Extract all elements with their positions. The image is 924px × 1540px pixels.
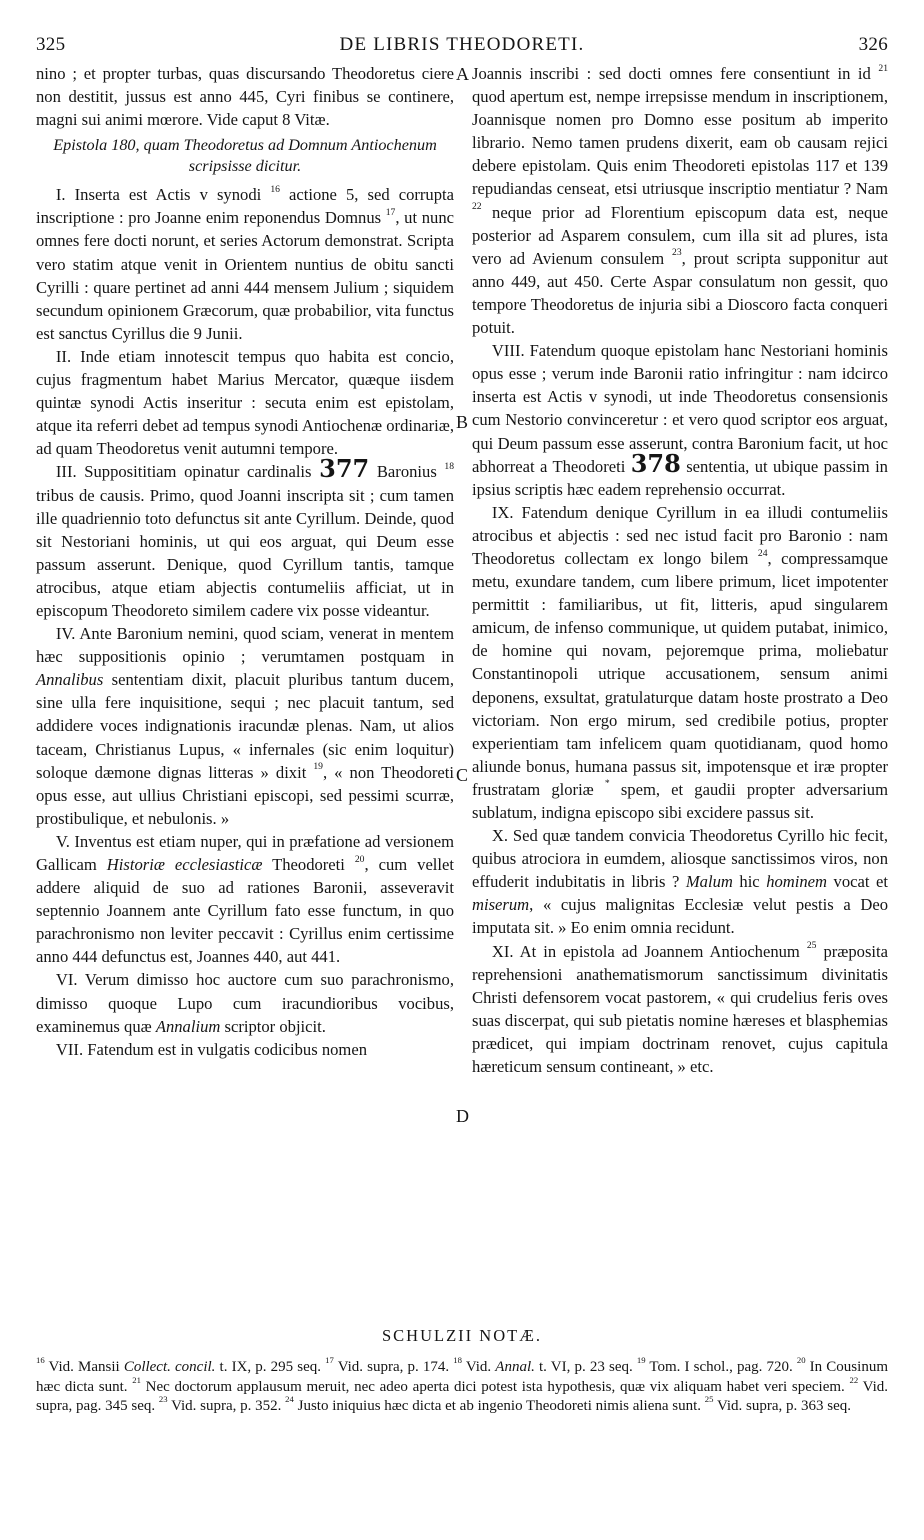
footnote-ref-22[interactable]: 22	[472, 201, 482, 213]
section-heading: Epistola 180, quam Theodoretus ad Domnum Antiochenum scripsisse dicitur.	[53, 136, 437, 176]
paragraph-v: V. Inventus est etiam nuper, qui in præfatione ad versionem Gallicam Historiæ ecclesiasticæ Theodoreti $^{20}$, cum vellet addere aliquid de suo ad rationes Baronii, asseveravit septennio Joannem ante Cyrillum fato esse functum, in quo parachronismo non leviter peccavit : Cyrillus enim certissime anno 444 defunctus est, Joannes 440, aut 441.	[36, 831, 455, 967]
footnote-24: $^{24}$ Justo iniquius hæc dicta et ab ingenio Theodoreti nimis aliena sunt.	[285, 1394, 705, 1414]
left-page-number: 325	[36, 34, 66, 55]
paragraph-xi: XI. At in epistola ad Joannem Antiochenum $^{25}$ præposita reprehensioni anathematismorum sanctissimum divinitatis Christi defensorem vocat pastorem, « qui crudelius feris oves suas discerpat, qui sub pietatis nomine hæreses et blasphemias prædicet, qui impiam doctrinam renovet, cujus capitula hæreticum sensum contineant, » etc.	[472, 940, 889, 1077]
footnote-17: $^{17}$ Vid. supra, p. 174.	[325, 1355, 454, 1375]
column-number-left: 377	[319, 454, 370, 484]
footnote-ref-17[interactable]: 17	[385, 206, 396, 218]
footnote-19: $^{19}$ Tom. I schol., pag. 720.	[636, 1355, 797, 1375]
right-column	[472, 62, 888, 1078]
footnote-23: $^{23}$ Vid. supra, p. 352.	[158, 1394, 286, 1414]
column-number-right: 378	[630, 448, 681, 478]
notes-title: SCHULZII NOTÆ.	[382, 1326, 542, 1345]
footnote-16: $^{16}$ Vid. Mansii Collect. concil. t. IX, p. 295 seq.	[36, 1355, 326, 1375]
paragraph-iii: III. Supposititiam opinatur cardinalis 377 Baronius $^{18}$ tribus de causis. Primo, quod Joanni inscripta sit ; cum tamen ille quadriennio toto defunctus sit ante Cyrillum. Deinde, quod sit Nestoriani hominis, ut qui eos arguat, qui Deum esse passum asserunt. Denique, quod Cyrillum tantis, tamque atrocibus, atque etiam abjectis contumeliis afficiat, ut in episcopum Theodoreto similem cadere vix posse videantur.	[36, 454, 455, 620]
footnote-18: $^{18}$ Vid. Annal. t. VI, p. 23 seq.	[453, 1355, 637, 1375]
paragraph-vii: VII. Fatendum est in vulgatis codicibus nomen	[55, 1039, 367, 1059]
paragraph-vi: VI. Verum dimisso hoc auctore cum suo parachronismo, dimisso quoque Lupo cum iracundioribus vocibus, examinemus quæ Annalium scriptor objicit.	[36, 970, 454, 1036]
paragraph-viii: VIII. Fatendum quoque epistolam hanc Nestoriani hominis opus esse ; verum inde Baronii ratio infringitur : nam idcirco inserta est Actis v synodi, ut inde Theodoretus consensionis cum Nestorio convinceretur : et vero quod scriptor eos arguat, qui Deum passum esse asserunt, contra Baronium facit, ut hoc abhorreat a Theodoreti 378 sententia, ut ubique passim in ipsius scriptis hæc eadem reprehensio occurrat.	[472, 341, 888, 499]
paragraph-vii-continuation: Joannis inscribi : sed docti omnes fere consentiunt in id $^{21}$ quod apertum est, nempe irrepsisse mendum in inscriptionem, Joannisque nomen pro Domno esse positum ab imperito librario. Nemo tamen prudens dixerit, eam ob causam rejici debere epistolam. Quis enim Theodoreti epistolas 117 et 139 repudiandas censeat, etsi utriusque inscriptio mentiatur ? Nam $^{22}$ neque prior ad Florentium episcopum data est, neque posterior ad Asparem consulem, cum illa sit ad plures, ista vero ad Avienum consulem $^{23}$, prout scripta supponitur aut anno 449, aut 450. Certe Aspar consulatum non gessit, quo tempore Theodoretus de injuria sibi a Dioscoro facta conqueri potuit.	[472, 62, 888, 338]
footnote-20: $^{20}$ In Cousinum hæc dicta sunt.	[36, 1355, 888, 1395]
margin-mark-b: B	[456, 412, 469, 432]
left-column	[36, 62, 454, 1061]
paragraph-ii: II. Inde etiam innotescit tempus quo habita est concio, cujus fragmentum habet Marius Mercator, quæque iisdem quintæ synodi Actis inseritur : secuta enim est epistolam, atque ita referri debet ad tempus synodi Antiochenæ ordinariæ, ad quam Theodoretus venit autumni tempore.	[36, 346, 454, 459]
footnote-ref-21[interactable]: 21	[878, 62, 888, 74]
paragraph-i: I. Inserta est Actis v synodi $^{16}$ actione 5, sed corrupta inscriptione : pro Joanne enim reponendus Domnus $^{17}$, ut nunc omnes fere docti norunt, et series Actorum demonstrat. Scripta vero statim atque venit in Orientem nuntius de obitu sancti Cyrilli : quare pertinet ad anni 444 mensem Julium ; siquidem secundum opinionem Græcorum, quæ probabilior, vita functus est sanctus Cyrillus die 9 Junii.	[36, 183, 455, 343]
footnote-ref-19[interactable]: 19	[313, 761, 323, 773]
footnote-ref-16[interactable]: 16	[270, 183, 280, 195]
paragraph-iv: IV. Ante Baronium nemini, quod sciam, venerat in mentem hæc suppositionis opinio ; verumtamen postquam in Annalibus sententiam dixit, placuit pluribus tantum ducem, sine ulla fere inquisitione, sequi ; nec placuit tantum, sed addidere voces indignationis iracundæ plenas. Nam, ut alios taceam, Christianus Lupus, « infernales (sic enim loquitur) soloque dæmone dignas litteras » dixit $^{19}$, « non Theodoreti opus esse, aut ullius Christiani episcopi, sed pessimi scurræ, prostibulique, et nebulonis. »	[36, 624, 454, 828]
margin-mark-c: C	[456, 765, 469, 785]
footnote-21: $^{21}$ Nec doctorum applausum meruit, nec adeo aperta dici potest ista hypothesis, quæ vix aliquam habet veri speciem.	[132, 1374, 850, 1395]
footnote-ref-18[interactable]: 18	[444, 460, 455, 472]
footnote-22: $^{22}$ Vid. supra, pag. 345 seq.	[36, 1374, 889, 1414]
footnotes	[36, 1355, 889, 1417]
margin-mark-a: A	[456, 64, 469, 84]
running-title: DE LIBRIS THEODORETI.	[339, 34, 585, 55]
margin-mark-d: D	[456, 1106, 469, 1126]
footnote-ref-24[interactable]: 24	[757, 547, 768, 559]
paragraph-continuation: nino ; et propter turbas, quas discursando Theodoretus ciere non destitit, jussus est anno 445, Cyri finibus se continere, magni sui animi mœrore. Vide caput 8 Vitæ.	[36, 64, 454, 130]
footnote-25: $^{25}$ Vid. supra, p. 363 seq.	[704, 1394, 852, 1414]
footnote-ref-20[interactable]: 20	[354, 853, 365, 865]
footnote-ref-25[interactable]: 25	[806, 940, 817, 952]
running-header	[36, 32, 888, 58]
paragraph-ix: IX. Fatendum denique Cyrillum in ea illudi contumeliis atrocibus et abjectis : sed nec istud facit pro Baronio : nam Theodoretus collectam ex longo bilem $^{24}$, compressamque metu, exundare tandem, cum libere primum, licet impotenter permittit : familiaribus, ut fit, litteris, apud singularem amicum, de infenso communique, ut quidem putabat, inimico, de homine qui novam, pejoremque prima, moliebatur Constantinopoli utrique accusationem, sensum animi deponens, exsultat, gratulaturque datam hoste prostrato a Deo victoriam. Non ergo mirum, sed credibile potius, propter experientiam tam infelicem quam quotidianam, quod homo aliunde bonus, humana passus sit, impotensque et iræ propter frustratam gloriæ * spem, et gaudii propter adversarium sublatum, indigna episcopo sibi excidere passus sit.	[472, 502, 888, 822]
footnote-ref-23[interactable]: 23	[672, 247, 682, 259]
paragraph-x: X. Sed quæ tandem convicia Theodoretus Cyrillo hic fecit, quibus atrociora in eumdem, aliosque sanctissimos viros, non effuderit indubitatis in libris ? Malum hic hominem vocat et miserum, « cujus malignitas Ecclesiæ velut pestis a Deo imputata sit. » Eo enim omnia recidunt.	[472, 826, 888, 938]
footnote-ref-asterisk: *	[604, 778, 610, 790]
right-page-number: 326	[858, 34, 888, 55]
